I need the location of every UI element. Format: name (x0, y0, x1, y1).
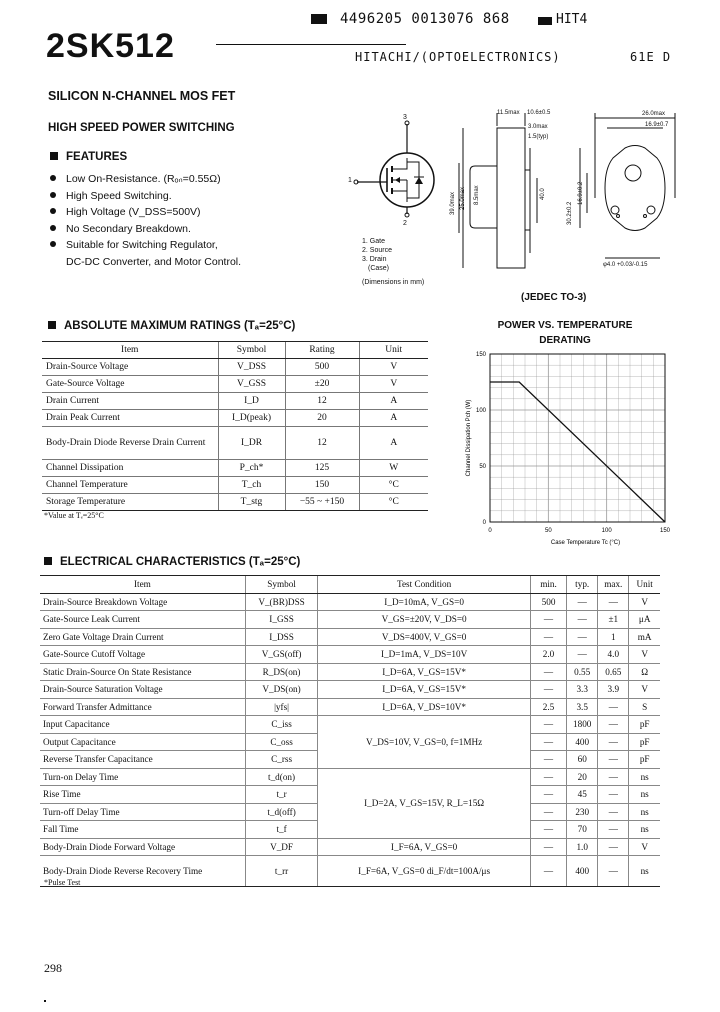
y-tick-label: 100 (475, 408, 486, 414)
y-tick-label: 150 (475, 352, 486, 358)
dim-label: 11.5max (497, 110, 520, 116)
table-row: Turn-off Delay Time t_d(off) — 230 — ns (40, 803, 660, 821)
header-rule (216, 44, 406, 45)
table-row: Output Capacitance C_oss — 400 — pF (40, 733, 660, 751)
elec-heading: ELECTRICAL CHARACTERISTICS (Tₐ=25°C) (44, 556, 300, 568)
column-header: Test Condition (318, 576, 531, 594)
dim-label: 39.0max (450, 191, 456, 215)
table-row: Reverse Transfer Capacitance C_rss — 60 — pF (40, 751, 660, 769)
column-header: typ. (567, 576, 598, 594)
column-header: Symbol (218, 342, 285, 359)
chart-title: POWER VS. TEMPERATURE DERATING (497, 320, 633, 346)
table-row: Body-Drain Diode Forward Voltage V_DF I_F=6A, V_GS=0 — 1.0 — V (40, 838, 660, 856)
dim-label: 16.9±0.7 (645, 122, 669, 128)
application: HIGH SPEED POWER SWITCHING (48, 122, 235, 134)
dim-label: φ4.0 +0.03/-0.15 (603, 262, 648, 268)
page-number: 298 (44, 961, 62, 975)
list-item: No Secondary Breakdown. (50, 221, 241, 238)
pin2-label: 2 (403, 220, 407, 227)
page-mark (44, 1000, 46, 1002)
table-row: Fall Time t_f — 70 — ns (40, 821, 660, 839)
series-line (490, 382, 665, 522)
part-number: 2SK512 (46, 27, 175, 65)
table-row: Rise Time t_r — 45 — ns (40, 786, 660, 804)
dim-label: 40.0 (540, 188, 546, 200)
table-row: Body-Drain Diode Reverse Drain Current I_DR 12 A (42, 427, 428, 460)
bullet-icon (50, 175, 56, 181)
dim-label: 30.2±0.2 (567, 201, 573, 225)
pin1-label: 1 (348, 177, 352, 184)
table-row: Body-Drain Diode Reverse Recovery Time t_rr I_F=6A, V_GS=0 di_F/dt=100A/μs — 400 — ns (40, 856, 660, 887)
manufacturer: HITACHI/(OPTOELECTRONICS) (355, 50, 561, 64)
mosfet-symbol-icon (345, 110, 465, 230)
table-row: Gate-Source Voltage V_GSS ±20 V (42, 376, 428, 393)
dim-label: 25.0max (460, 186, 466, 210)
features-list (50, 171, 241, 271)
barcode-mark (311, 14, 327, 24)
column-header: Symbol (245, 576, 318, 594)
list-item: DC-DC Converter, and Motor Control. (66, 255, 242, 268)
column-header: Unit (359, 342, 428, 359)
abs-max-table (42, 341, 428, 511)
dim-label: 10.6±0.5 (527, 110, 551, 116)
x-tick-label: 100 (601, 528, 612, 534)
column-header: Unit (629, 576, 660, 594)
dim-label: 16.9±0.2 (578, 181, 584, 205)
table-row: Drain-Source Voltage V_DSS 500 V (42, 359, 428, 376)
table-row: Turn-on Delay Time t_d(on) I_D=2A, V_GS=15V, R_L=15Ω — 20 — ns (40, 768, 660, 786)
dim-label: 3.0max (528, 124, 548, 130)
table-row: Drain Current I_D 12 A (42, 393, 428, 410)
x-tick-label: 150 (659, 528, 671, 534)
table-row: Drain-Source Breakdown Voltage V_(BR)DSS I_D=10mA, V_GS=0 500 — — V (40, 593, 660, 611)
y-tick-label: 0 (482, 520, 486, 526)
bullet-icon (50, 208, 56, 214)
y-axis-label: Channel Dissipation Pch (W) (466, 399, 472, 477)
dim-label: 1.5(typ) (528, 134, 549, 140)
column-header: min. (530, 576, 566, 594)
column-header: max. (598, 576, 629, 594)
header-suffix: 61E D (630, 50, 672, 64)
bullet-icon (50, 192, 56, 198)
pin-legend: 1. Gate 2. Source 3. Drain (Case) (362, 238, 392, 272)
y-tick-label: 50 (479, 464, 486, 470)
table-row: Drain Peak Current I_D(peak) 20 A (42, 410, 428, 427)
elec-note: *Pulse Test (44, 878, 81, 887)
list-item: High Speed Switching. (50, 188, 241, 205)
table-row: Drain-Source Saturation Voltage V_DS(on) I_D=6A, V_GS=15V* — 3.3 3.9 V (40, 681, 660, 699)
dim-label: 26.0max (642, 111, 666, 117)
table-row: Zero Gate Voltage Drain Current I_DSS V_DS=400V, V_GS=0 — — 1 mA (40, 628, 660, 646)
column-header: Item (42, 342, 218, 359)
table-row: Gate-Source Cutoff Voltage V_GS(off) I_D=1mA, V_DS=10V 2.0 — 4.0 V (40, 646, 660, 664)
table-row: Channel Dissipation P_ch* 125 W (42, 460, 428, 477)
code-text: HIT4 (556, 12, 588, 27)
heading-square-icon (44, 557, 52, 565)
list-item: Suitable for Switching Regulator, (50, 237, 241, 254)
dim-label: 8.5max (474, 185, 480, 205)
package-label: (JEDEC TO-3) (521, 292, 587, 303)
table-row: Input Capacitance C_iss V_DS=10V, V_GS=0, f=1MHz — 1800 — pF (40, 716, 660, 734)
column-header: Rating (285, 342, 359, 359)
table-row: Gate-Source Leak Current I_GSS V_GS=±20V, V_DS=0 — — ±1 μA (40, 611, 660, 629)
x-tick-label: 50 (544, 528, 552, 534)
derating-chart (455, 348, 680, 553)
features-heading: FEATURES (50, 151, 127, 163)
elec-table (40, 575, 660, 887)
list-item: Low On-Resistance. (Rₒₙ=0.55Ω) (50, 171, 241, 188)
bullet-icon (50, 241, 56, 247)
table-row: Forward Transfer Admittance |yfs| I_D=6A, V_DS=10V* 2.5 3.5 — S (40, 698, 660, 716)
abs-max-note: *Value at Tₑ=25°C (44, 511, 104, 520)
subtitle: SILICON N-CHANNEL MOS FET (48, 89, 236, 103)
pin3-label: 3 (403, 114, 407, 121)
column-header: Item (40, 576, 245, 594)
package-outline-drawing (455, 108, 680, 283)
bullet-icon (50, 225, 56, 231)
barcode-text: 4496205 0013076 868 (340, 11, 510, 27)
list-item: High Voltage (V_DSS=500V) (50, 204, 241, 221)
table-row: Storage Temperature T_stg −55 ~ +150 °C (42, 494, 428, 511)
abs-max-heading: ABSOLUTE MAXIMUM RATINGS (Tₐ=25°C) (48, 320, 295, 332)
x-tick-label: 0 (488, 528, 492, 534)
table-row: Static Drain-Source On State Resistance R_DS(on) I_D=6A, V_GS=15V* — 0.55 0.65 Ω (40, 663, 660, 681)
heading-square-icon (48, 321, 56, 329)
code-mark (538, 17, 552, 25)
x-axis-label: Case Temperature Tc (°C) (550, 540, 621, 546)
dimension-note: (Dimensions in mm) (362, 279, 425, 286)
heading-square-icon (50, 152, 58, 160)
table-row: Channel Temperature T_ch 150 °C (42, 477, 428, 494)
